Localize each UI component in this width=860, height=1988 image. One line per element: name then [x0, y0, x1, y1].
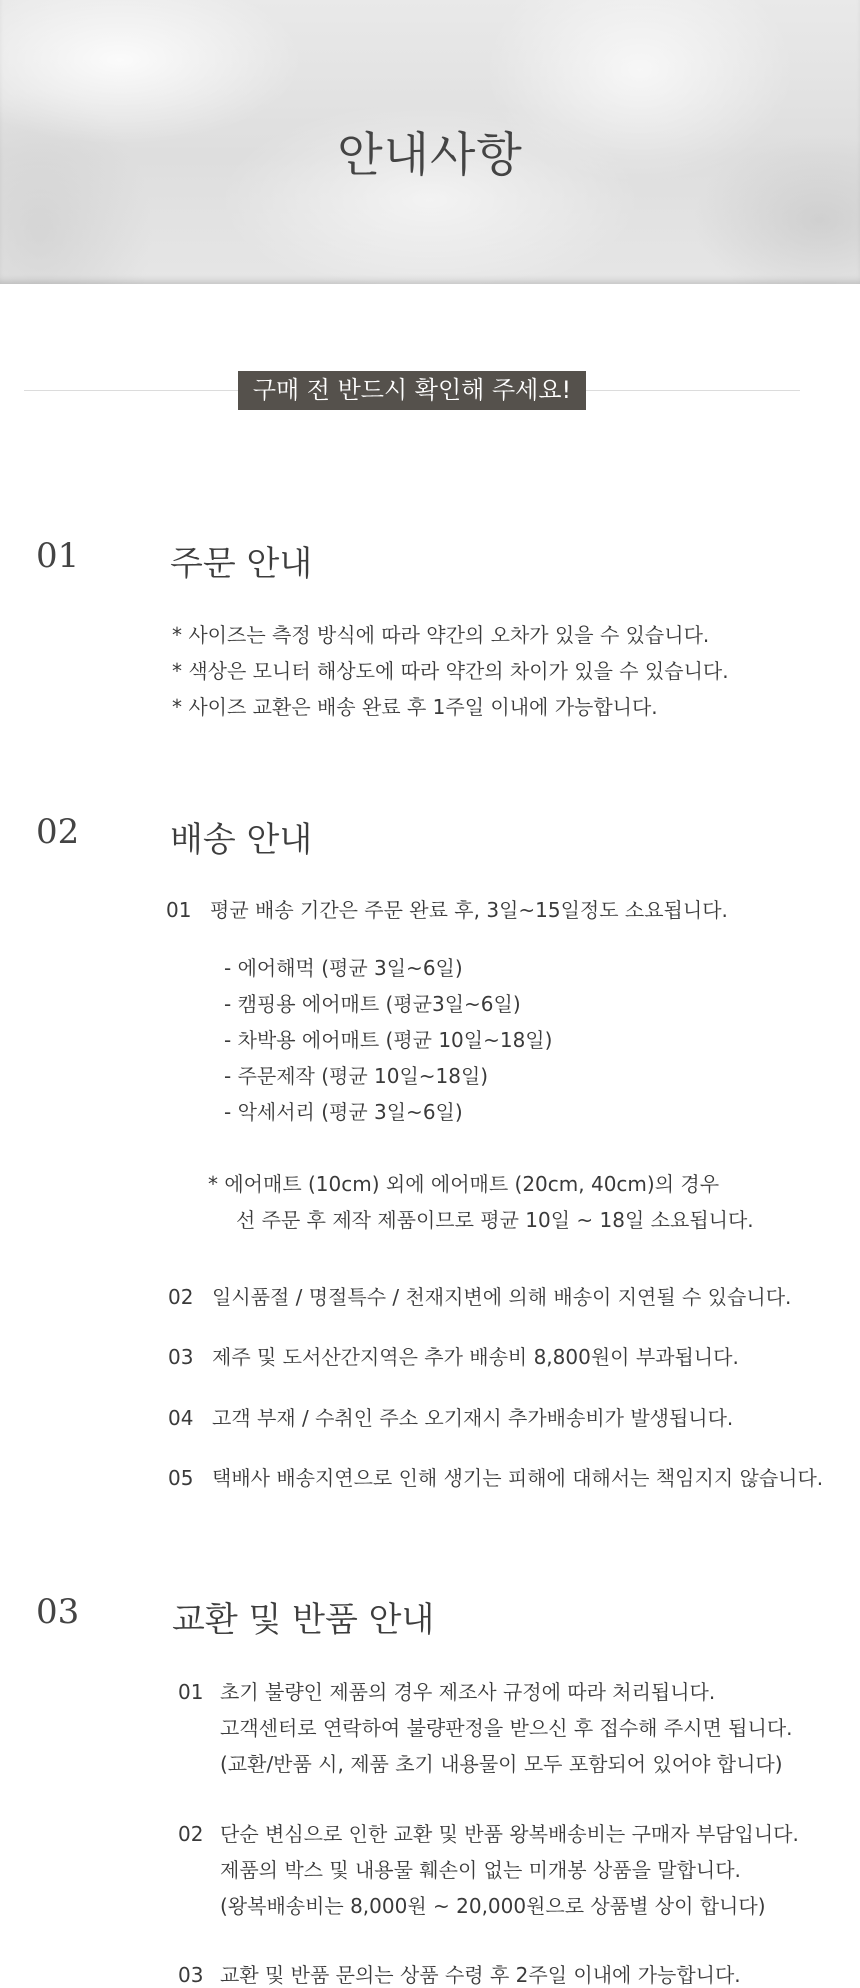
period-item: - 에어해먹 (평균 3일~6일)	[224, 956, 463, 980]
period-item: - 주문제작 (평균 10일~18일)	[224, 1064, 489, 1088]
list-item: * 색상은 모니터 해상도에 따라 약간의 차이가 있을 수 있습니다.	[172, 659, 729, 683]
section-number: 03	[36, 1592, 80, 1632]
notice-label: 구매 전 반드시 확인해 주세요!	[238, 371, 586, 410]
item-number: 04	[168, 1406, 194, 1430]
list-item	[168, 1465, 823, 1491]
list-item	[166, 897, 728, 923]
list-item: * 사이즈 교환은 배송 완료 후 1주일 이내에 가능합니다.	[172, 695, 658, 719]
item-text: (왕복배송비는 8,000원 ~ 20,000원으로 상품별 상이 합니다)	[220, 1894, 766, 1918]
item-number: 01	[178, 1680, 204, 1704]
section-title-order: 주문 안내	[170, 544, 313, 584]
item-number: 03	[178, 1963, 204, 1987]
page-title: 안내사항	[337, 128, 523, 183]
list-item	[168, 1284, 791, 1310]
item-text: (교환/반품 시, 제품 초기 내용물이 모두 포함되어 있어야 합니다)	[220, 1752, 783, 1776]
list-item	[168, 1344, 739, 1370]
section-title-exchange: 교환 및 반품 안내	[172, 1600, 435, 1640]
item-number: 01	[166, 898, 192, 922]
section-title-delivery: 배송 안내	[170, 820, 313, 860]
item-text: 택배사 배송지연으로 인해 생기는 피해에 대해서는 책임지지 않습니다.	[212, 1466, 824, 1490]
item-text: 일시품절 / 명절특수 / 천재지변에 의해 배송이 지연될 수 있습니다.	[212, 1285, 792, 1309]
item-text: 초기 불량인 제품의 경우 제조사 규정에 따라 처리됩니다.	[220, 1680, 716, 1704]
period-item: - 악세서리 (평균 3일~6일)	[224, 1100, 463, 1124]
hero-banner	[0, 0, 860, 284]
period-item: - 캠핑용 에어매트 (평균3일~6일)	[224, 992, 521, 1016]
item-text: 교환 및 반품 문의는 상품 수령 후 2주일 이내에 가능합니다.	[220, 1963, 741, 1987]
item-text: 평균 배송 기간은 주문 완료 후, 3일~15일정도 소요됩니다.	[210, 898, 728, 922]
item-number: 02	[168, 1285, 194, 1309]
item-text: 제주 및 도서산간지역은 추가 배송비 8,800원이 부과됩니다.	[212, 1345, 739, 1369]
item-text: 제품의 박스 및 내용물 훼손이 없는 미개봉 상품을 말합니다.	[220, 1858, 741, 1882]
note-line: 선 주문 후 제작 제품이므로 평균 10일 ~ 18일 소요됩니다.	[236, 1208, 754, 1232]
section-number: 02	[36, 812, 80, 852]
period-item: - 차박용 에어매트 (평균 10일~18일)	[224, 1028, 553, 1052]
item-text: 고객센터로 연락하여 불량판정을 받으신 후 접수해 주시면 됩니다.	[220, 1716, 793, 1740]
item-number: 02	[178, 1822, 204, 1846]
list-item: * 사이즈는 측정 방식에 따라 약간의 오차가 있을 수 있습니다.	[172, 623, 710, 647]
note-line: * 에어매트 (10cm) 외에 에어매트 (20cm, 40cm)의 경우	[208, 1172, 720, 1196]
item-number: 05	[168, 1466, 194, 1490]
item-text: 단순 변심으로 인한 교환 및 반품 왕복배송비는 구매자 부담입니다.	[220, 1822, 799, 1846]
section-number: 01	[36, 536, 80, 576]
item-number: 03	[168, 1345, 194, 1369]
list-item	[168, 1405, 733, 1431]
item-text: 고객 부재 / 수취인 주소 오기재시 추가배송비가 발생됩니다.	[212, 1406, 734, 1430]
